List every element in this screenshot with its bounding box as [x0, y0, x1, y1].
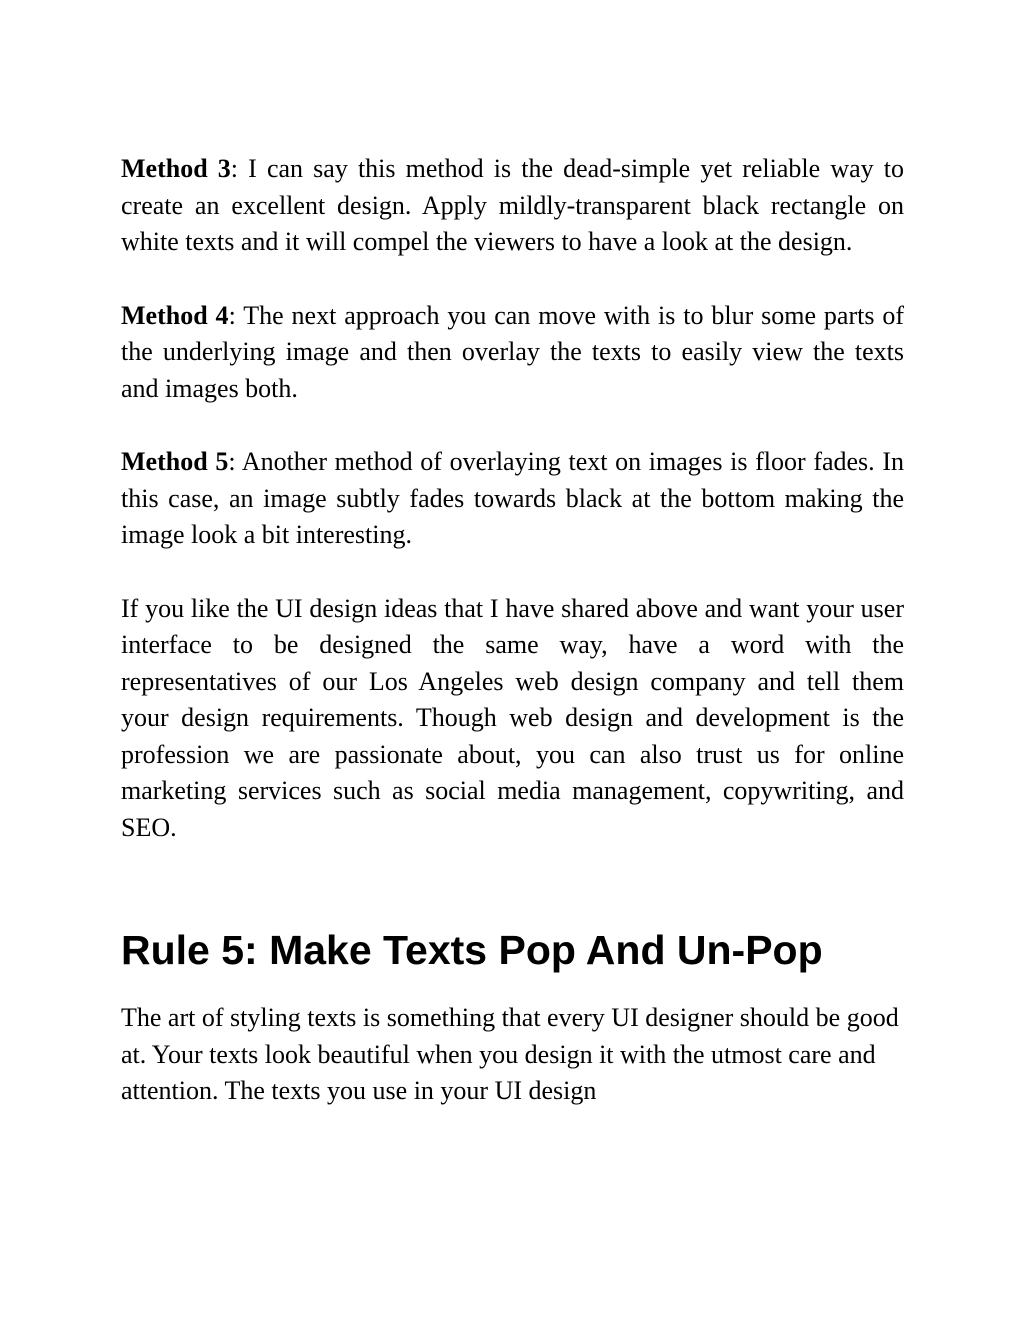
method-4-paragraph [121, 298, 904, 408]
method-3-label: Method 3 [121, 154, 231, 183]
closing-paragraph: If you like the UI design ideas that I have shared above and want your user interface to be designed the same way, have a word with the representatives of our Los Angeles web design company and tell them your design requirements. Though web design and development is the profession we are passionate about, you can also trust us for online marketing services such as social media management, copywriting, and SEO. [121, 593, 904, 842]
section-body-paragraph: The art of styling texts is something that every UI designer should be good at. Your texts look beautiful when you design it with the utmost care and attention. The texts you use in your UI design [121, 1003, 899, 1105]
method-4-text: The next approach you can move with is to blur some parts of the underlying image and then overlay the texts to easily view the texts and images both. [121, 300, 904, 403]
method-4-label: Method 4 [121, 300, 229, 330]
method-3-text: I can say this method is the dead-simple yet reliable way to create an excellent design. Apply mildly-transparent black rectangle on white texts and it will compel the viewers to have a look at the design. [121, 154, 904, 256]
method-5-text: Another method of overlaying text on images is floor fades. In this case, an image subtly fades towards black at the bottom making the image look a bit interesting. [121, 447, 904, 549]
method-3-paragraph [121, 151, 904, 261]
document-page [121, 151, 904, 1147]
method-3-separator: : [230, 154, 239, 183]
section-heading: Rule 5: Make Texts Pop And Un-Pop [121, 927, 823, 973]
method-5-separator: : [228, 447, 236, 476]
method-5-label: Method 5 [121, 447, 229, 476]
method-4-separator: : [228, 300, 236, 330]
method-5-paragraph [121, 444, 904, 554]
